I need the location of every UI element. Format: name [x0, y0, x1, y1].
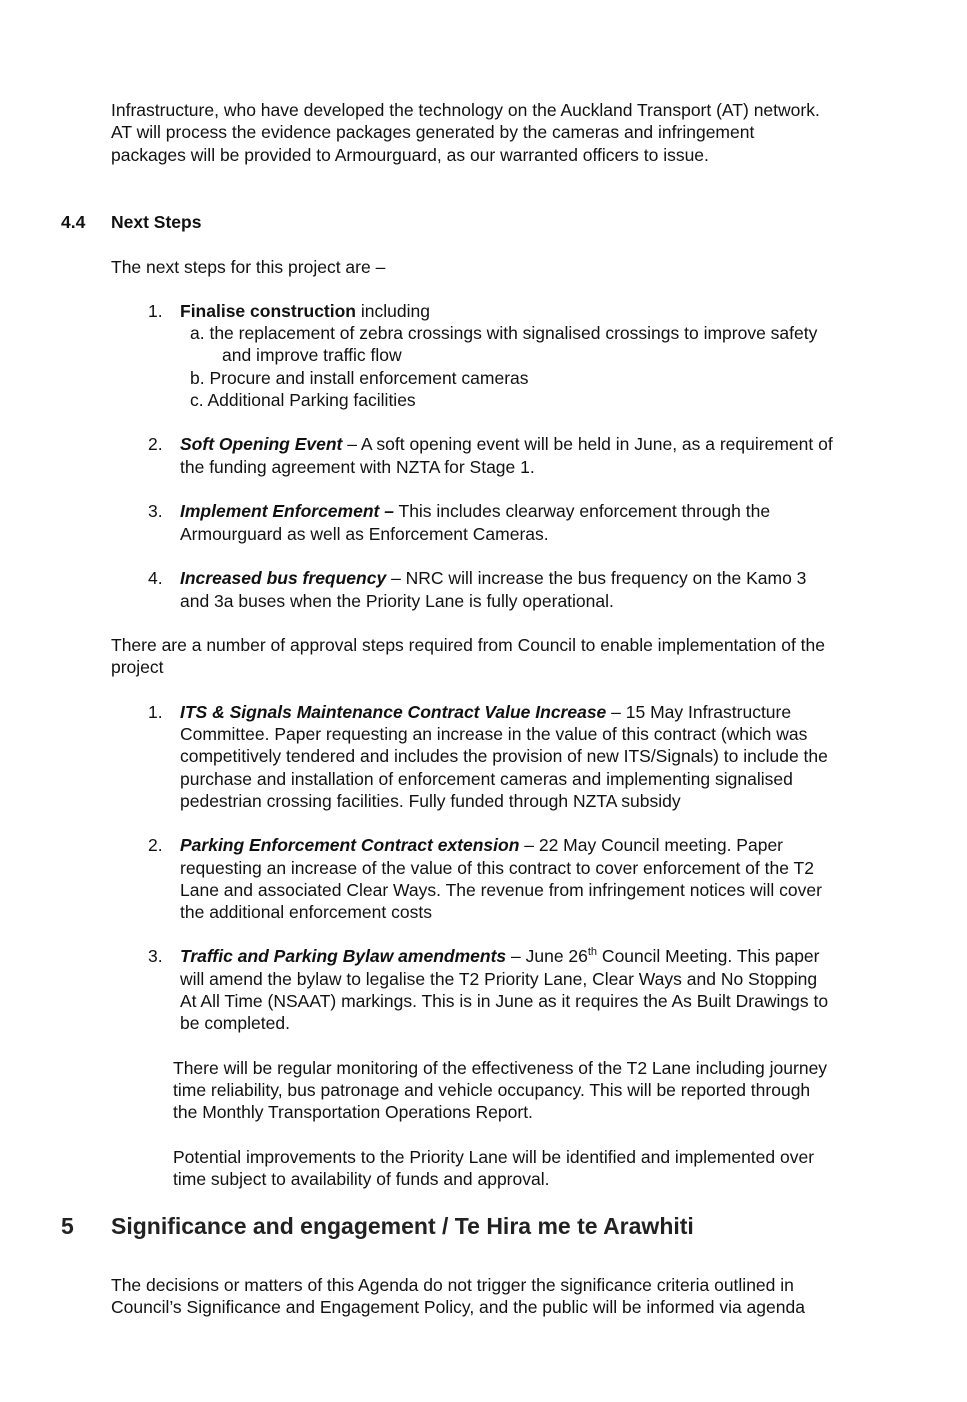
list-item: ITS & Signals Maintenance Contract Value Increase – 15 May Infrastructure — [180, 702, 792, 722]
list-item-cont: be completed. — [180, 1013, 290, 1033]
section-number: 4.4 — [61, 212, 86, 232]
list-item-title: Parking Enforcement Contract extension — [180, 835, 520, 855]
list-item: Traffic and Parking Bylaw amendments – June 26th Council Meeting. This paper — [180, 946, 820, 966]
list-item-title: Increased bus frequency — [180, 568, 387, 588]
list-item: Parking Enforcement Contract extension – 22 May Council meeting. Paper — [180, 835, 784, 855]
list-item-title: ITS & Signals Maintenance Contract Value Increase — [180, 702, 607, 722]
section-title: Significance and engagement / Te Hira me te Arawhiti — [111, 1213, 694, 1239]
list-item-cont: At All Time (NSAAT) markings. This is in June as it requires the As Built Drawings to — [180, 991, 829, 1011]
list-number: 2. — [148, 835, 163, 855]
list-number: 1. — [148, 301, 163, 321]
improvements-line: time subject to availability of funds and approval. — [173, 1169, 550, 1189]
intro-line: AT will process the evidence packages generated by the cameras and infringement — [111, 122, 755, 142]
sub-item: c. Additional Parking facilities — [190, 390, 416, 410]
list-item-title: Finalise construction — [180, 301, 356, 321]
intro-line: Infrastructure, who have developed the technology on the Auckland Transport (AT) network. — [111, 100, 820, 120]
list-item-cont: the additional enforcement costs — [180, 902, 432, 922]
list-item-cont: Armourguard as well as Enforcement Cameras. — [180, 524, 549, 544]
list-item: Soft Opening Event – A soft opening event will be held in June, as a requirement of — [180, 434, 833, 454]
list-item-cont: purchase and installation of enforcement cameras and implementing signalised — [180, 769, 793, 789]
list-item-title: Soft Opening Event — [180, 434, 343, 454]
list-number: 1. — [148, 702, 163, 722]
list-item-cont: requesting an increase of the value of this contract to cover enforcement of the T2 — [180, 858, 814, 878]
list-item-cont: will amend the bylaw to legalise the T2 Priority Lane, Clear Ways and No Stopping — [180, 969, 818, 989]
list-item-cont: the funding agreement with NZTA for Stage 1. — [180, 457, 535, 477]
improvements-line: Potential improvements to the Priority Lane will be identified and implemented over — [173, 1147, 815, 1167]
approval-line: There are a number of approval steps required from Council to enable implementation of the — [111, 635, 826, 655]
list-item-cont: competitively tendered and includes the provision of new ITS/Signals) to include the — [180, 746, 828, 766]
list-item-title: Implement Enforcement – — [180, 501, 394, 521]
list-number: 3. — [148, 501, 163, 521]
list-item-cont: and 3a buses when the Priority Lane is fully operational. — [180, 591, 614, 611]
section-title: Next Steps — [111, 212, 202, 232]
list-item-cont: Lane and associated Clear Ways. The revenue from infringement notices will cover — [180, 880, 822, 900]
list-item-cont: pedestrian crossing facilities. Fully funded through NZTA subsidy — [180, 791, 681, 811]
section-number: 5 — [61, 1213, 74, 1239]
list-number: 3. — [148, 946, 163, 966]
section-lead: The next steps for this project are – — [111, 257, 386, 277]
list-item: Finalise construction including — [180, 301, 430, 321]
significance-line: The decisions or matters of this Agenda do not trigger the significance criteria outlined in — [111, 1275, 794, 1295]
list-item-title: Traffic and Parking Bylaw amendments — [180, 946, 507, 966]
monitoring-line: time reliability, bus patronage and vehicle occupancy. This will be reported through — [173, 1080, 811, 1100]
intro-line: packages will be provided to Armourguard, as our warranted officers to issue. — [111, 145, 709, 165]
monitoring-line: There will be regular monitoring of the effectiveness of the T2 Lane including journey — [173, 1058, 828, 1078]
monitoring-line: the Monthly Transportation Operations Report. — [173, 1102, 533, 1122]
list-item-cont: Committee. Paper requesting an increase in the value of this contract (which was — [180, 724, 808, 744]
sub-item: a. the replacement of zebra crossings with signalised crossings to improve safety — [190, 323, 818, 343]
list-number: 4. — [148, 568, 163, 588]
significance-line: Council’s Significance and Engagement Policy, and the public will be informed via agenda — [111, 1297, 805, 1317]
sub-item: and improve traffic flow — [222, 345, 402, 365]
approval-line: project — [111, 657, 164, 677]
list-item: Implement Enforcement – This includes clearway enforcement through the — [180, 501, 771, 521]
list-number: 2. — [148, 434, 163, 454]
sub-item: b. Procure and install enforcement cameras — [190, 368, 529, 388]
list-item: Increased bus frequency – NRC will increase the bus frequency on the Kamo 3 — [180, 568, 807, 588]
